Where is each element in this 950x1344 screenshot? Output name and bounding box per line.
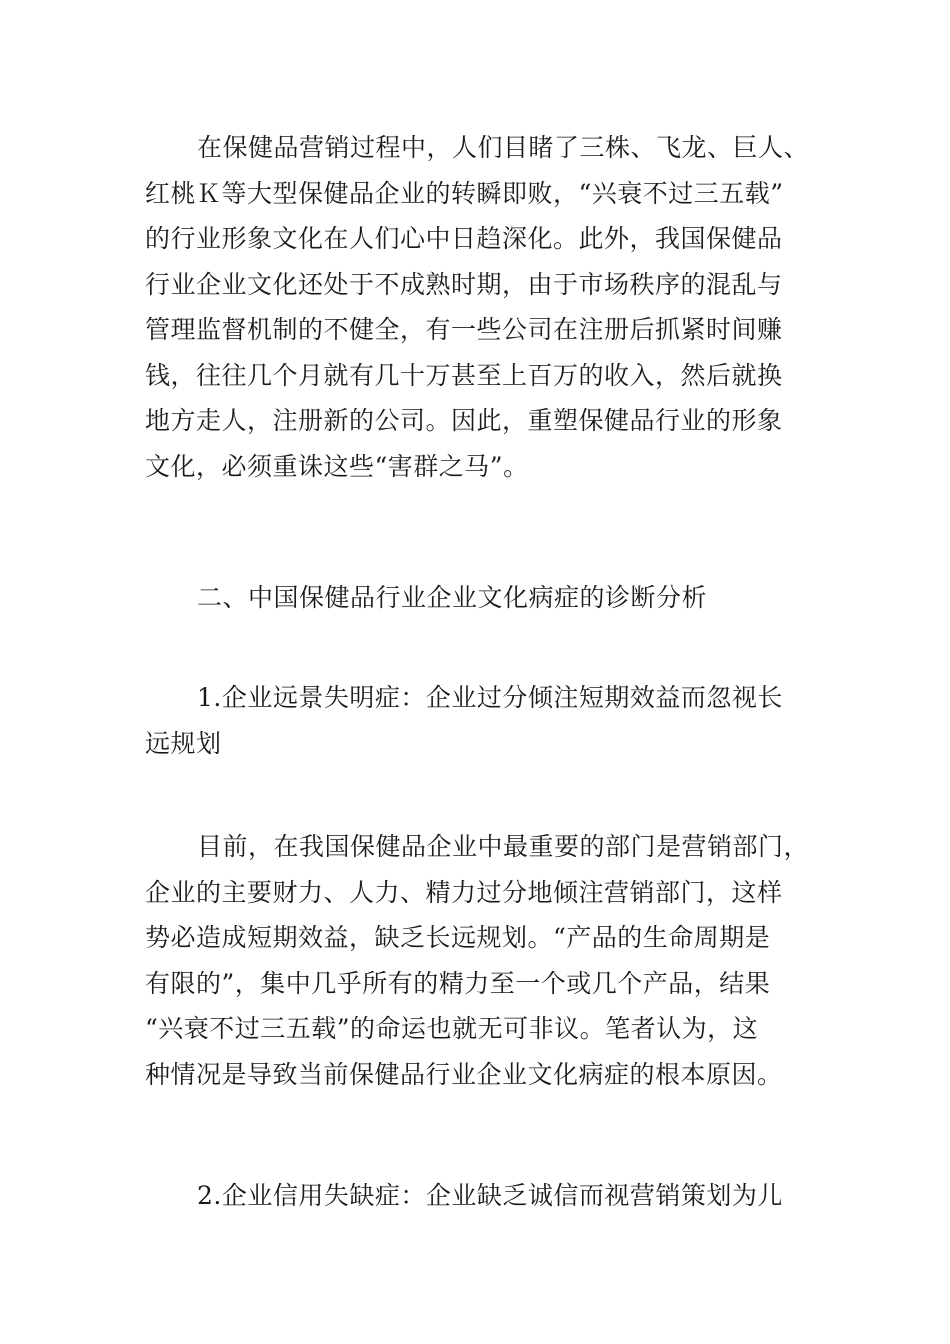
- text-line: 目前，在我国保健品企业中最重要的部门是营销部门，: [197, 832, 810, 861]
- paragraph-brand-image-culture: [145, 125, 815, 489]
- paragraph-marketing-focus: [145, 824, 815, 1097]
- subheading-credit-deficiency: [145, 1173, 815, 1219]
- text-line: 钱，往往几个月就有几十万甚至上百万的收入，然后就换: [145, 360, 783, 390]
- heading-text: 二、中国保健品行业企业文化病症的诊断分析: [197, 583, 708, 612]
- text-line: 管理监督机制的不健全，有一些公司在注册后抓紧时间赚: [145, 315, 783, 344]
- section-heading: [145, 575, 815, 621]
- text-line: 2.企业信用失缺症：企业缺乏诚信而视营销策划为儿: [197, 1181, 783, 1210]
- text-line: 远规划: [145, 728, 222, 758]
- text-line: 种情况是导致当前保健品行业企业文化病症的根本原因。: [145, 1059, 783, 1089]
- text-line: 行业企业文化还处于不成熟时期，由于市场秩序的混乱与: [145, 269, 783, 299]
- text-line: 有限的”，集中几乎所有的精力至一个或几个产品，结果: [145, 968, 771, 998]
- text-line: 文化，必须重诛这些“害群之马”。: [145, 451, 529, 481]
- text-line: 企业的主要财力、人力、精力过分地倾注营销部门，这样: [145, 877, 783, 907]
- subheading-vision-blindness: [145, 675, 815, 766]
- text-line: 红桃Ｋ等大型保健品企业的转瞬即败，“兴衰不过三五载”: [145, 178, 784, 208]
- text-line: “兴衰不过三五载”的命运也就无可非议。笔者认为，这: [145, 1014, 759, 1043]
- text-line: 的行业形象文化在人们心中日趋深化。此外，我国保健品: [145, 224, 783, 253]
- text-line: 势必造成短期效益，缺乏长远规划。“产品的生命周期是: [145, 923, 771, 952]
- text-line: 1.企业远景失明症：企业过分倾注短期效益而忽视长: [197, 683, 783, 712]
- text-line: 在保健品营销过程中，人们目睹了三株、飞龙、巨人、: [197, 133, 810, 162]
- text-line: 地方走人，注册新的公司。因此，重塑保健品行业的形象: [145, 406, 783, 435]
